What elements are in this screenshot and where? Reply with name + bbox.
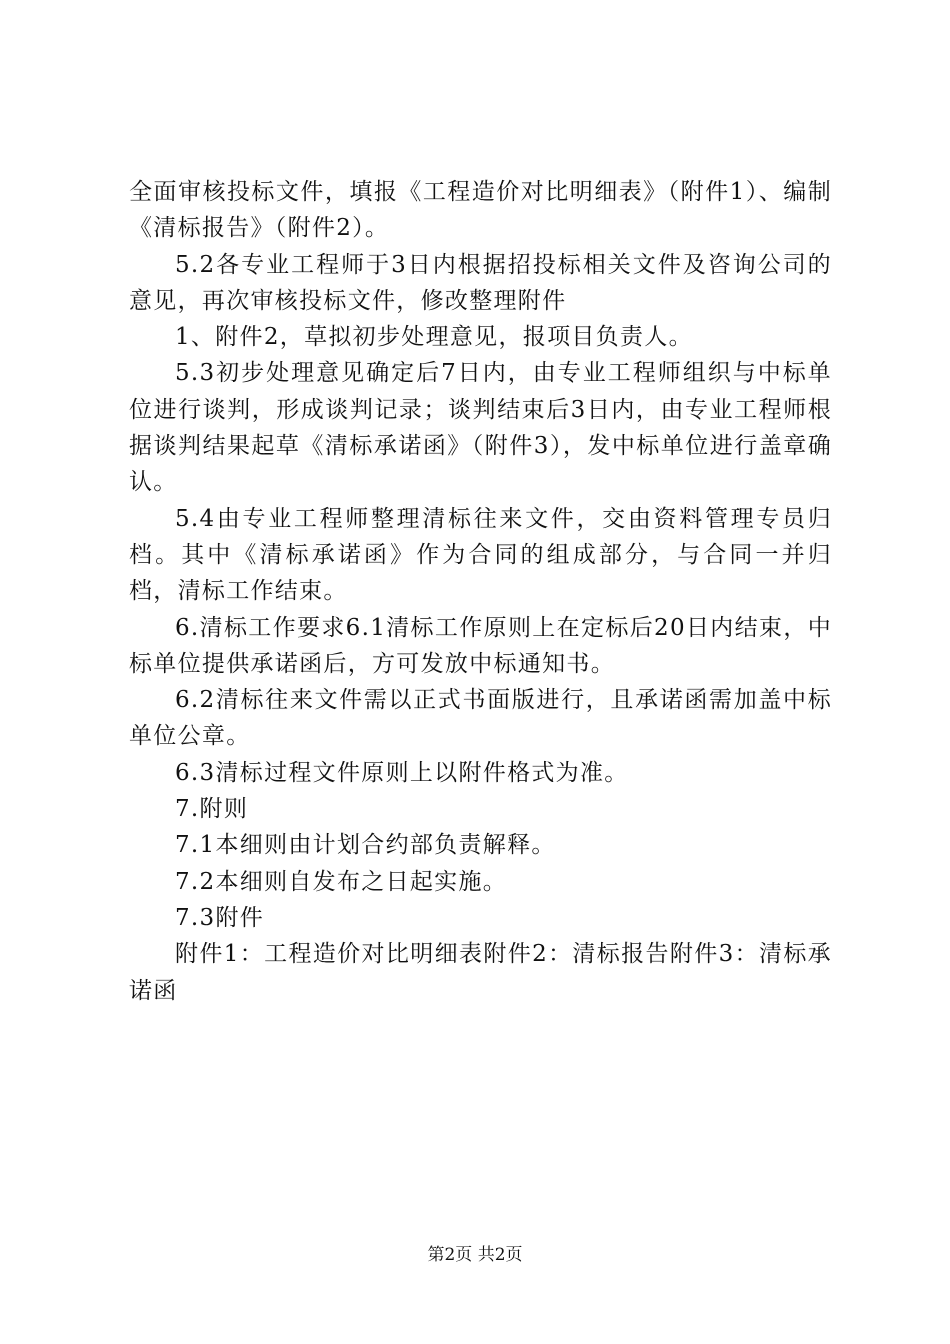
paragraph: 6.清标工作要求6.1清标工作原则上在定标后20日内结束，中标单位提供承诺函后，方可发放中标通知书。 bbox=[129, 614, 832, 677]
paragraph: 7.3附件 bbox=[175, 904, 265, 931]
paragraph: 6.3清标过程文件原则上以附件格式为准。 bbox=[175, 759, 629, 786]
paragraph: 附件1：工程造价对比明细表附件2：清标报告附件3：清标承诺函 bbox=[129, 941, 832, 1004]
paragraph: 7.2本细则自发布之日起实施。 bbox=[175, 868, 508, 895]
page-number-footer: 第2页 共2页 bbox=[427, 1245, 523, 1265]
paragraph: 1、附件2，草拟初步处理意见，报项目负责人。 bbox=[175, 324, 693, 351]
paragraph: 7.附则 bbox=[175, 796, 249, 823]
paragraph: 全面审核投标文件，填报《工程造价对比明细表》（附件1）、编制《清标报告》（附件2）。 bbox=[129, 179, 832, 242]
paragraph: 5.2各专业工程师于3日内根据招投标相关文件及咨询公司的意见，再次审核投标文件，修改整理附件 bbox=[129, 251, 832, 314]
paragraph: 5.3初步处理意见确定后7日内，由专业工程师组织与中标单位进行谈判，形成谈判记录；谈判结束后3日内，由专业工程师根据谈判结果起草《清标承诺函》（附件3），发中标单位进行盖章确认。 bbox=[129, 360, 832, 496]
paragraph: 6.2清标往来文件需以正式书面版进行，且承诺函需加盖中标单位公章。 bbox=[129, 687, 832, 750]
document-body bbox=[129, 174, 832, 1009]
paragraph: 7.1本细则由计划合约部负责解释。 bbox=[175, 832, 556, 859]
paragraph: 5.4由专业工程师整理清标往来文件，交由资料管理专员归档。其中《清标承诺函》作为合同的组成部分，与合同一并归档，清标工作结束。 bbox=[129, 505, 832, 605]
